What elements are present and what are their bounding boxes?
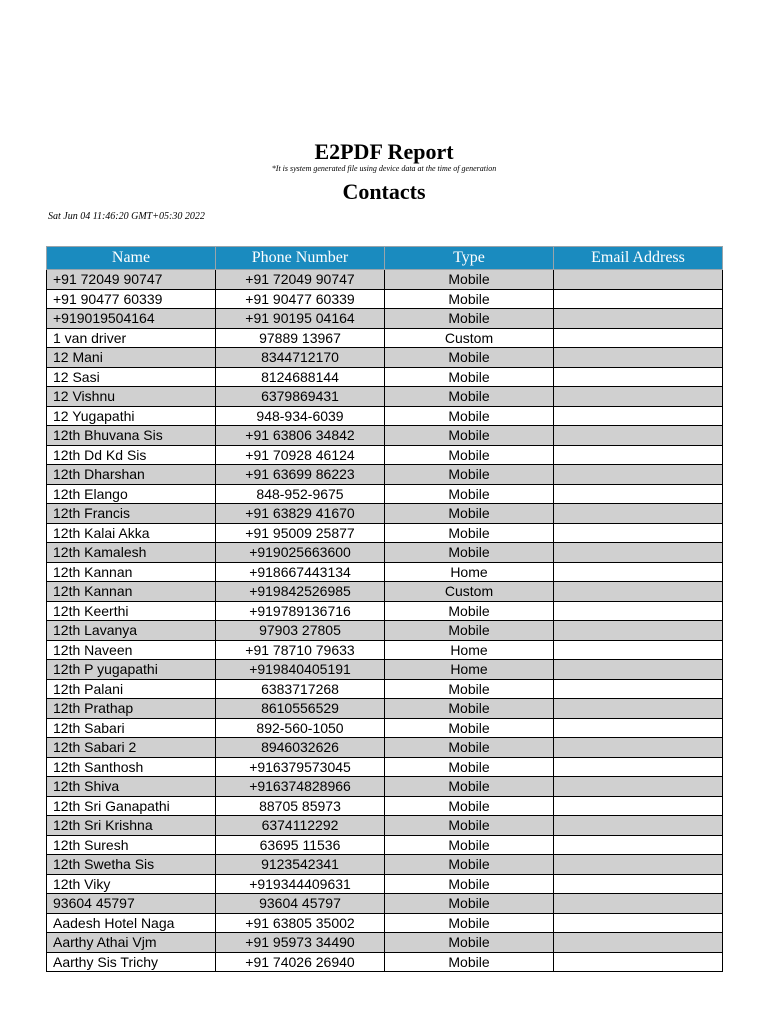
contact-name: 12th Viky bbox=[47, 874, 216, 894]
contact-email bbox=[554, 523, 723, 543]
contact-type: Mobile bbox=[385, 816, 554, 836]
contact-type: Mobile bbox=[385, 933, 554, 953]
contact-phone: 9123542341 bbox=[216, 855, 385, 875]
contact-email bbox=[554, 738, 723, 758]
contact-phone: 6374112292 bbox=[216, 816, 385, 836]
contact-phone: 6383717268 bbox=[216, 679, 385, 699]
contact-type: Mobile bbox=[385, 738, 554, 758]
contact-type: Mobile bbox=[385, 894, 554, 914]
table-row bbox=[47, 270, 723, 290]
contact-email bbox=[554, 777, 723, 797]
table-row bbox=[47, 796, 723, 816]
contact-name: 12th Naveen bbox=[47, 640, 216, 660]
table-row bbox=[47, 406, 723, 426]
contact-email bbox=[554, 894, 723, 914]
table-row bbox=[47, 816, 723, 836]
contact-phone: +91 95009 25877 bbox=[216, 523, 385, 543]
contact-name: +91 90477 60339 bbox=[47, 289, 216, 309]
contact-name: 12th Kalai Akka bbox=[47, 523, 216, 543]
contact-email bbox=[554, 406, 723, 426]
contact-name: +919019504164 bbox=[47, 309, 216, 329]
contact-email bbox=[554, 679, 723, 699]
contact-type: Home bbox=[385, 562, 554, 582]
contact-phone: +919344409631 bbox=[216, 874, 385, 894]
contact-name: 12th Santhosh bbox=[47, 757, 216, 777]
contact-email bbox=[554, 270, 723, 290]
contact-name: 12th Dd Kd Sis bbox=[47, 445, 216, 465]
contact-type: Mobile bbox=[385, 484, 554, 504]
header-phone-number: Phone Number bbox=[216, 247, 385, 270]
generation-note: *It is system generated file using device data at the time of generation bbox=[271, 164, 497, 173]
contact-name: 12th P yugapathi bbox=[47, 660, 216, 680]
table-row bbox=[47, 718, 723, 738]
contact-name: 12th Lavanya bbox=[47, 621, 216, 641]
report-title: E2PDF Report bbox=[314, 139, 454, 164]
contact-email bbox=[554, 952, 723, 972]
contact-phone: +919025663600 bbox=[216, 543, 385, 563]
contact-type: Mobile bbox=[385, 543, 554, 563]
contact-type: Mobile bbox=[385, 913, 554, 933]
contact-name: 12th Suresh bbox=[47, 835, 216, 855]
table-row bbox=[47, 387, 723, 407]
contact-type: Mobile bbox=[385, 504, 554, 524]
header-type: Type bbox=[385, 247, 554, 270]
table-row bbox=[47, 933, 723, 953]
contact-name: 12th Sabari 2 bbox=[47, 738, 216, 758]
contact-email bbox=[554, 933, 723, 953]
table-row bbox=[47, 562, 723, 582]
contact-email bbox=[554, 718, 723, 738]
contact-email bbox=[554, 640, 723, 660]
contact-type: Mobile bbox=[385, 796, 554, 816]
table-row bbox=[47, 348, 723, 368]
contact-email bbox=[554, 348, 723, 368]
table-row bbox=[47, 289, 723, 309]
contact-type: Mobile bbox=[385, 952, 554, 972]
contact-email bbox=[554, 562, 723, 582]
contact-email bbox=[554, 484, 723, 504]
contact-name: 12th Sri Ganapathi bbox=[47, 796, 216, 816]
contact-type: Mobile bbox=[385, 601, 554, 621]
contact-email bbox=[554, 913, 723, 933]
contact-email bbox=[554, 543, 723, 563]
contact-email bbox=[554, 387, 723, 407]
section-title: Contacts bbox=[342, 179, 426, 204]
contact-phone: +91 90477 60339 bbox=[216, 289, 385, 309]
generation-date: Sat Jun 04 11:46:20 GMT+05:30 2022 bbox=[48, 211, 205, 222]
contact-phone: 8344712170 bbox=[216, 348, 385, 368]
contact-name: +91 72049 90747 bbox=[47, 270, 216, 290]
contact-phone: 97903 27805 bbox=[216, 621, 385, 641]
table-row bbox=[47, 309, 723, 329]
table-row bbox=[47, 777, 723, 797]
contact-type: Mobile bbox=[385, 465, 554, 485]
table-row bbox=[47, 445, 723, 465]
contact-phone: +91 70928 46124 bbox=[216, 445, 385, 465]
contact-name: 12th Palani bbox=[47, 679, 216, 699]
contact-type: Mobile bbox=[385, 445, 554, 465]
contact-email bbox=[554, 309, 723, 329]
contact-type: Mobile bbox=[385, 270, 554, 290]
contact-email bbox=[554, 757, 723, 777]
contact-type: Mobile bbox=[385, 874, 554, 894]
contact-type: Mobile bbox=[385, 426, 554, 446]
contact-phone: +91 72049 90747 bbox=[216, 270, 385, 290]
header-name: Name bbox=[47, 247, 216, 270]
contact-email bbox=[554, 465, 723, 485]
contact-email bbox=[554, 796, 723, 816]
contact-email bbox=[554, 426, 723, 446]
contact-email bbox=[554, 855, 723, 875]
table-header-row bbox=[47, 247, 723, 270]
contact-phone: +91 63829 41670 bbox=[216, 504, 385, 524]
contact-type: Mobile bbox=[385, 348, 554, 368]
table-row bbox=[47, 504, 723, 524]
header-email-address: Email Address bbox=[554, 247, 723, 270]
table-row bbox=[47, 484, 723, 504]
contact-name: 12th Kannan bbox=[47, 562, 216, 582]
contact-type: Mobile bbox=[385, 309, 554, 329]
contact-phone: +91 74026 26940 bbox=[216, 952, 385, 972]
contact-type: Mobile bbox=[385, 387, 554, 407]
table-row bbox=[47, 543, 723, 563]
table-row bbox=[47, 640, 723, 660]
contact-type: Mobile bbox=[385, 718, 554, 738]
contact-email bbox=[554, 367, 723, 387]
contact-email bbox=[554, 504, 723, 524]
contact-name: 12th Kannan bbox=[47, 582, 216, 602]
contact-name: 12 Sasi bbox=[47, 367, 216, 387]
contact-type: Mobile bbox=[385, 621, 554, 641]
table-row bbox=[47, 855, 723, 875]
table-row bbox=[47, 913, 723, 933]
contact-name: 12 Vishnu bbox=[47, 387, 216, 407]
contact-phone: 8946032626 bbox=[216, 738, 385, 758]
table-row bbox=[47, 835, 723, 855]
contact-name: 12th Prathap bbox=[47, 699, 216, 719]
table-row bbox=[47, 894, 723, 914]
table-row bbox=[47, 523, 723, 543]
table-row bbox=[47, 582, 723, 602]
contact-phone: +91 78710 79633 bbox=[216, 640, 385, 660]
contact-type: Custom bbox=[385, 582, 554, 602]
contact-email bbox=[554, 621, 723, 641]
contact-name: Aarthy Sis Trichy bbox=[47, 952, 216, 972]
contact-name: 1 van driver bbox=[47, 328, 216, 348]
table-row bbox=[47, 328, 723, 348]
contact-name: 12th Dharshan bbox=[47, 465, 216, 485]
contact-name: 12 Mani bbox=[47, 348, 216, 368]
contact-phone: +919789136716 bbox=[216, 601, 385, 621]
table-row bbox=[47, 601, 723, 621]
contact-type: Home bbox=[385, 660, 554, 680]
table-row bbox=[47, 621, 723, 641]
contact-name: 12th Shiva bbox=[47, 777, 216, 797]
contact-type: Mobile bbox=[385, 777, 554, 797]
contact-phone: 93604 45797 bbox=[216, 894, 385, 914]
contact-name: 12th Bhuvana Sis bbox=[47, 426, 216, 446]
contact-phone: +91 95973 34490 bbox=[216, 933, 385, 953]
contact-type: Mobile bbox=[385, 679, 554, 699]
table-row bbox=[47, 660, 723, 680]
contact-type: Mobile bbox=[385, 367, 554, 387]
contact-email bbox=[554, 660, 723, 680]
table-row bbox=[47, 738, 723, 758]
contact-phone: +919842526985 bbox=[216, 582, 385, 602]
contact-type: Mobile bbox=[385, 855, 554, 875]
contacts-table bbox=[46, 246, 723, 972]
contact-type: Mobile bbox=[385, 835, 554, 855]
contact-phone: +91 63806 34842 bbox=[216, 426, 385, 446]
contact-type: Mobile bbox=[385, 699, 554, 719]
contact-phone: 6379869431 bbox=[216, 387, 385, 407]
contact-phone: 892-560-1050 bbox=[216, 718, 385, 738]
contact-phone: +919840405191 bbox=[216, 660, 385, 680]
contact-name: 12th Sabari bbox=[47, 718, 216, 738]
contact-name: Aadesh Hotel Naga bbox=[47, 913, 216, 933]
contact-email bbox=[554, 699, 723, 719]
contact-email bbox=[554, 582, 723, 602]
contact-email bbox=[554, 445, 723, 465]
contact-phone: 948-934-6039 bbox=[216, 406, 385, 426]
contact-phone: +916379573045 bbox=[216, 757, 385, 777]
contact-email bbox=[554, 289, 723, 309]
table-row bbox=[47, 874, 723, 894]
contact-phone: 8610556529 bbox=[216, 699, 385, 719]
contact-type: Custom bbox=[385, 328, 554, 348]
contact-name: 12th Sri Krishna bbox=[47, 816, 216, 836]
contact-name: 93604 45797 bbox=[47, 894, 216, 914]
contact-phone: 8124688144 bbox=[216, 367, 385, 387]
contact-email bbox=[554, 601, 723, 621]
contact-email bbox=[554, 816, 723, 836]
contact-phone: 63695 11536 bbox=[216, 835, 385, 855]
contact-email bbox=[554, 874, 723, 894]
contact-type: Mobile bbox=[385, 757, 554, 777]
contact-type: Home bbox=[385, 640, 554, 660]
contact-phone: +918667443134 bbox=[216, 562, 385, 582]
contact-email bbox=[554, 835, 723, 855]
contact-name: 12th Swetha Sis bbox=[47, 855, 216, 875]
table-row bbox=[47, 679, 723, 699]
table-row bbox=[47, 952, 723, 972]
contact-type: Mobile bbox=[385, 289, 554, 309]
contact-email bbox=[554, 328, 723, 348]
table-row bbox=[47, 465, 723, 485]
contact-phone: 848-952-9675 bbox=[216, 484, 385, 504]
table-row bbox=[47, 757, 723, 777]
contact-phone: +91 63699 86223 bbox=[216, 465, 385, 485]
contact-name: 12th Keerthi bbox=[47, 601, 216, 621]
contact-name: Aarthy Athai Vjm bbox=[47, 933, 216, 953]
table-row bbox=[47, 426, 723, 446]
contact-phone: 88705 85973 bbox=[216, 796, 385, 816]
contact-name: 12 Yugapathi bbox=[47, 406, 216, 426]
contact-name: 12th Kamalesh bbox=[47, 543, 216, 563]
contact-phone: +916374828966 bbox=[216, 777, 385, 797]
contact-type: Mobile bbox=[385, 406, 554, 426]
table-row bbox=[47, 367, 723, 387]
contact-name: 12th Francis bbox=[47, 504, 216, 524]
contact-phone: +91 90195 04164 bbox=[216, 309, 385, 329]
contact-name: 12th Elango bbox=[47, 484, 216, 504]
contact-phone: 97889 13967 bbox=[216, 328, 385, 348]
contact-type: Mobile bbox=[385, 523, 554, 543]
contact-phone: +91 63805 35002 bbox=[216, 913, 385, 933]
table-row bbox=[47, 699, 723, 719]
